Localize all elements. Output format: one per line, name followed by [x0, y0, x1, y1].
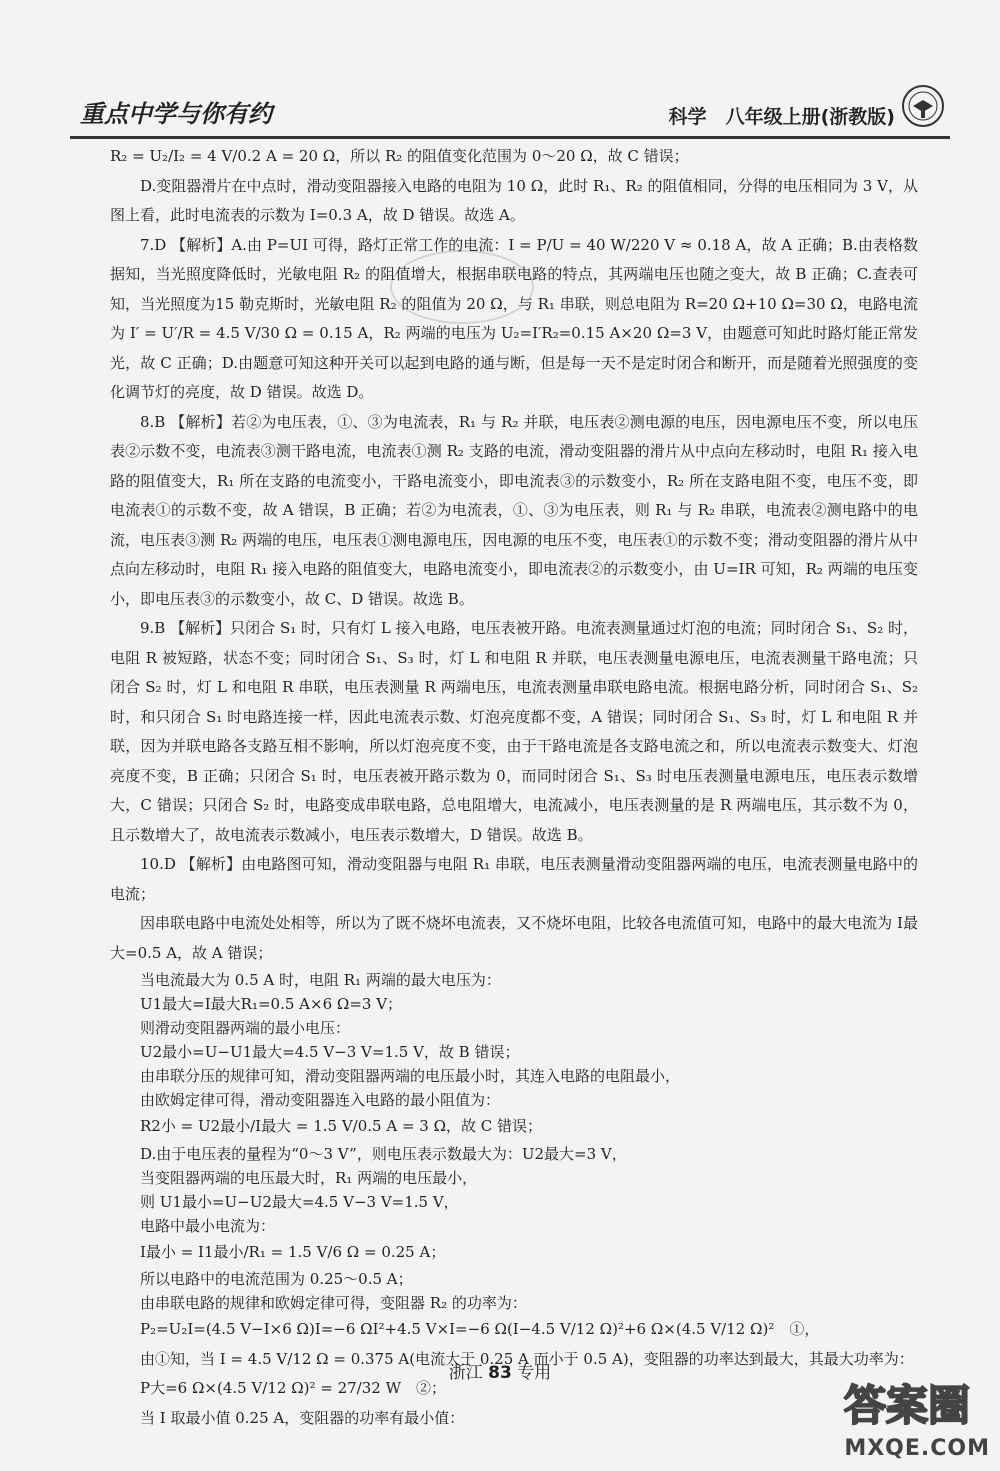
brand-title: 重点中学与你有约	[80, 100, 272, 128]
page-header	[70, 80, 950, 139]
text-line: D.由于电压表的量程为“0～3 V”，则电压表示数最大为：U2最大=3 V，	[140, 1144, 627, 1163]
question-8-solution: 8.B 【解析】若②为电压表，①、③为电流表，R₁ 与 R₂ 并联，电压表②测电源的电压，因电源电压不变，所以电压表②示数不变，电流表③测干路电流，电流表①测 R₂ 支路的电流，滑动变阻器的滑片从中点向左移动时，电阻 R₁ 接入电路的阻值变大，R₁ 所在支路的电流变小，干路电流变小，即电流表③的示数变小，R₂ 所在支路电阻不变，电压不变，即电流表①的示数不变，故 A 错误，B 正确；若②为电流表，①、③为电压表，则 R₁ 与 R₂ 串联，电流表②测电路中的电流，电压表③测 R₂ 两端的电压，电压表①测电源电压，因电源的电压不变，电压表①的示数不变；滑动变阻器的滑片从中点向左移动时，电阻 R₁ 接入电路的阻值变大，电路电流变小，即电流表②的示数变小，由 U=IR 可知，R₂ 两端的电压变小，即电压表③的示数变小，故 C、D 错误。故选 B。	[110, 412, 918, 608]
question-10-solution: 10.D 【解析】由电路图可知，滑动变阻器与电阻 R₁ 串联，电压表测量滑动变阻器两端的电压，电流表测量电路中的电流；	[110, 855, 918, 903]
text-line: 由串联电路的规律和欧姆定律可得，变阻器 R₂ 的功率为：	[140, 1294, 527, 1312]
watermark-logo: 答案圈	[843, 1381, 970, 1430]
formula-line: U1最大=I最大R₁=0.5 A×6 Ω=3 V；	[140, 995, 403, 1013]
formula-line: P₂=U₂I=(4.5 V−I×6 Ω)I=−6 ΩI²+4.5 V×I=−6 Ω(I−4.5 V/12 Ω)²+6 Ω×(4.5 V/12 Ω)² ①，	[140, 1320, 820, 1338]
school-logo-icon	[901, 84, 945, 128]
formula-line: I最小 = I1最小/R₁ = 1.5 V/6 Ω = 0.25 A；	[140, 1242, 446, 1261]
formula-line: R2小 = U2最小/I最大 = 1.5 V/0.5 A = 3 Ω，故 C 错误；	[140, 1117, 543, 1135]
text-line: 由串联分压的规律可知，滑动变阻器两端的电压最小时，其连入电路的电阻最小，	[140, 1067, 681, 1085]
watermark-site: MXQE.COM	[844, 1436, 990, 1461]
text-line: 电路中最小电流为：	[140, 1216, 276, 1235]
text-line: 当 I 取最小值 0.25 A，变阻器的功率有最小值：	[140, 1408, 465, 1427]
text-line: 所以电路中的电流范围为 0.25～0.5 A；	[140, 1270, 413, 1288]
answer-content	[110, 142, 918, 1433]
text-line: D.变阻器滑片在中点时，滑动变阻器接入电路的电阻为 10 Ω，此时 R₁、R₂ 的阻值相同，分得的电压相同为 3 V，从图上看，此时电流表的示数为 I=0.3 A，故 D 错误。故选 A。	[110, 176, 918, 224]
text-line: 则滑动变阻器两端的最小电压：	[140, 1019, 351, 1037]
formula-line: 则 U1最小=U−U2最大=4.5 V−3 V=1.5 V，	[140, 1192, 459, 1211]
text-line: 因串联电路中电流处处相等，所以为了既不烧坏电流表，又不烧坏电阻，比较各电流值可知，电路中的最大电流为 I最大=0.5 A，故 A 错误；	[110, 914, 918, 962]
text-line: 当电流最大为 0.5 A 时，电阻 R₁ 两端的最大电压为：	[140, 971, 501, 989]
book-title: 科学 八年级上册(浙教版)	[668, 106, 895, 128]
watermark	[780, 1373, 990, 1463]
text-line: 由①知，当 I = 4.5 V/12 Ω = 0.375 A(电流大于 0.25 A 而小于 0.5 A)，变阻器的功率达到最大，其最大功率为：	[140, 1349, 914, 1368]
formula-line: P大=6 Ω×(4.5 V/12 Ω)² = 27/32 W ②；	[140, 1379, 447, 1397]
question-9-solution: 9.B 【解析】只闭合 S₁ 时，只有灯 L 接入电路，电压表被开路。电流表测量通过灯泡的电流；同时闭合 S₁、S₂ 时，电阻 R 被短路，状态不变；同时闭合 S₁、S₃ 时，灯 L 和电阻 R 并联，电压表测量电源电压，电流表测量干路电流；只闭合 S₂ 时，灯 L 和电阻 R 串联，电压表测量 R 两端电压，电流表测量串联电路电流。根据电路分析，同时闭合 S₁、S₂ 时，和只闭合 S₁ 时电路连接一样，因此电流表示数、灯泡亮度都不变，A 错误；同时闭合 S₁、S₃ 时，灯 L 和电阻 R 并联，因为并联电路各支路互相不影响，所以灯泡亮度不变，由于干路电流是各支路电流之和，所以电流表示数变大、灯泡亮度不变，B 正确；只闭合 S₁ 时，电压表被开路示数为 0，而同时闭合 S₁、S₃ 时电压表测量电源电压，电压表示数增大，C 错误；只闭合 S₂ 时，电路变成串联电路，总电阻增大，电流减小，电压表测量的是 R 两端电压，其示数不为 0，且示数增大了，故电流表示数减小，电压表示数增大，D 错误。故选 B。	[110, 619, 918, 844]
footer-prefix: 浙江	[448, 1363, 483, 1383]
question-7-solution: 7.D 【解析】A.由 P=UI 可得，路灯正常工作的电流：I = P/U = 40 W/220 V ≈ 0.18 A，故 A 正确；B.由表格数据知，当光照度降低时，光敏电阻 R₂ 的阻值增大，根据串联电路的特点，其两端电压也随之变大，故 B 正确；C.查表可知，当光照度为15 勒克斯时，光敏电阻 R₂ 的阻值为 20 Ω，与 R₁ 串联，则总电阻为 R=20 Ω+10 Ω=30 Ω，电路电流为 I′ = U′/R = 4.5 V/30 Ω = 0.15 A，R₂ 两端的电压为 U₂=I′R₂=0.15 A×20 Ω=3 V，由题意可知此时路灯能正常发光，故 C 正确；D.由题意可知这种开关可以起到电路的通与断，但是每一天不是定时闭合和断开，而是随着光照强度的变化调节灯的亮度，故 D 错误。故选 D。	[110, 235, 918, 401]
text-line: 当变阻器两端的电压最大时，R₁ 两端的电压最小，	[140, 1168, 478, 1187]
text-line: R₂ = U₂/I₂ = 4 V/0.2 A = 20 Ω，所以 R₂ 的阻值变化范围为 0～20 Ω，故 C 错误；	[110, 147, 689, 165]
footer-suffix: 专用	[517, 1363, 552, 1383]
page-number: 83	[488, 1363, 512, 1383]
formula-line: U2最小=U−U1最大=4.5 V−3 V=1.5 V，故 B 错误；	[140, 1043, 520, 1061]
text-line: 由欧姆定律可得，滑动变阻器连入电路的最小阻值为：	[140, 1091, 501, 1109]
